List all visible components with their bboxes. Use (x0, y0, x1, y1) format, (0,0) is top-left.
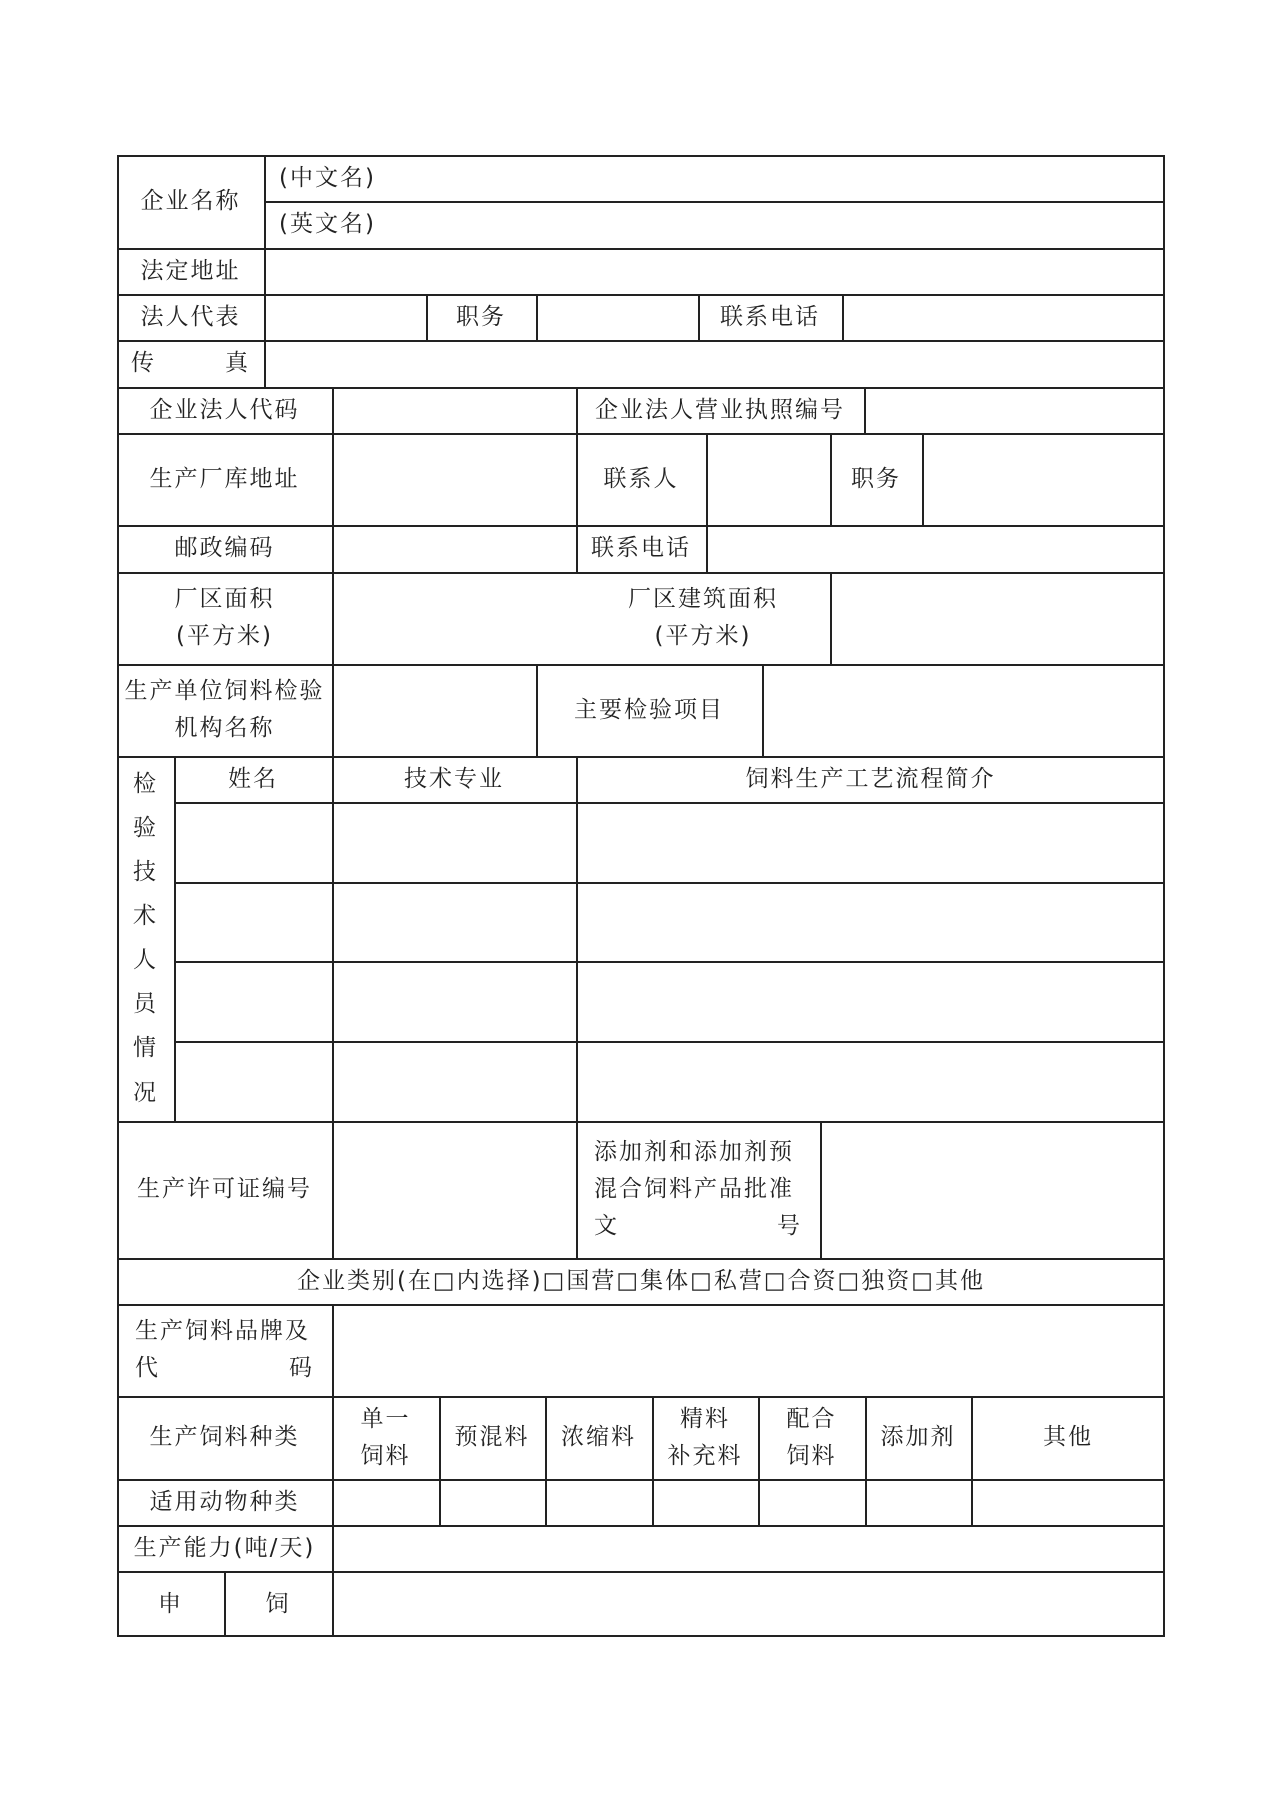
type-compound-line1: 配合 (786, 1405, 837, 1432)
staff-char: 情 (133, 1035, 158, 1062)
label-brand-2b: 码 (289, 1355, 314, 1381)
label-legal-address: 法定地址 (140, 257, 241, 284)
header-process-intro: 饲料生产工艺流程简介 (745, 765, 996, 792)
label-company-name: 企业名称 (140, 188, 241, 215)
row-divider (117, 248, 1165, 250)
label-approval-line1: 添加剂和添加剂预 (594, 1139, 794, 1166)
label-staff-vertical (117, 756, 174, 1121)
label-lab-name (117, 664, 332, 756)
type-single-line2: 饲料 (360, 1442, 411, 1469)
label-corp-code: 企业法人代码 (149, 396, 300, 423)
type-other: 其他 (1043, 1424, 1093, 1451)
label-en-name: (英文名) (279, 211, 376, 238)
col-divider (576, 756, 578, 1121)
row-divider (174, 802, 1165, 804)
label-contact: 联系人 (603, 465, 679, 492)
type-compound (758, 1396, 865, 1479)
label-permit-no: 生产许可证编号 (137, 1176, 312, 1203)
type-additive: 添加剂 (880, 1424, 956, 1451)
col-divider (332, 756, 334, 1121)
label-feed-types: 生产饲料种类 (149, 1424, 300, 1451)
type-single-line1: 单一 (360, 1405, 411, 1432)
staff-char: 员 (133, 991, 158, 1018)
col-divider (332, 1304, 334, 1396)
type-fine (652, 1396, 758, 1479)
label-area-line2: (平方米) (176, 623, 273, 649)
label-phone: 联系电话 (720, 303, 820, 330)
label-brand-line2 (135, 1350, 314, 1387)
label-approval-line2: 混合饲料产品批准 (594, 1176, 794, 1203)
row-divider (117, 340, 1165, 342)
label-approval-3b: 号 (777, 1212, 802, 1239)
label-build-area-line1: 厂区建筑面积 (628, 586, 778, 613)
header-staff-major: 技术专业 (404, 765, 504, 792)
staff-char: 人 (133, 947, 158, 974)
label-position-2: 职务 (851, 465, 901, 492)
label-build-area (576, 572, 830, 664)
label-position: 职务 (456, 303, 506, 330)
header-staff-name: 姓名 (228, 765, 278, 792)
row-divider (174, 1041, 1165, 1043)
type-compound-line2: 饲料 (786, 1442, 837, 1469)
label-cn-name: (中文名) (279, 164, 376, 191)
label-area-line1: 厂区面积 (174, 586, 275, 613)
label-fax (117, 340, 264, 387)
label-brand-line1: 生产饲料品牌及 (135, 1318, 310, 1345)
staff-char: 况 (133, 1079, 158, 1106)
type-fine-line2: 补充料 (667, 1442, 743, 1469)
row-divider (117, 294, 1165, 296)
col-divider (820, 1121, 822, 1258)
label-company-category: 企业类别(在□内选择)□国营□集体□私营□合资□独资□其他 (296, 1267, 986, 1294)
col-divider (332, 387, 334, 756)
label-animals: 适用动物种类 (149, 1488, 300, 1515)
col-divider (332, 1121, 334, 1258)
label-area (117, 572, 332, 664)
col-divider (174, 756, 176, 1121)
label-fax-2: 真 (225, 350, 250, 377)
label-fax-1: 传 (131, 350, 156, 377)
col-divider (332, 1571, 334, 1637)
label-brand (117, 1304, 332, 1396)
staff-char: 验 (133, 814, 158, 841)
label-approval-3a: 文 (594, 1212, 619, 1239)
col-divider (864, 387, 866, 433)
type-concentrate: 浓缩料 (561, 1424, 636, 1451)
label-approval-line3 (594, 1208, 802, 1245)
col-divider (830, 572, 832, 664)
type-premix: 预混料 (454, 1424, 530, 1451)
label-main-items: 主要检验项目 (574, 696, 724, 723)
col-divider (842, 294, 844, 340)
label-postcode: 邮政编码 (174, 535, 275, 562)
col-divider (922, 433, 924, 525)
label-lab-name-line1: 生产单位饲料检验 (124, 678, 325, 705)
col-divider (706, 433, 708, 572)
staff-char: 术 (133, 903, 158, 930)
type-single (332, 1396, 439, 1479)
label-legal-rep: 法人代表 (140, 303, 241, 330)
label-build-area-line2: (平方米) (654, 623, 752, 649)
label-capacity: 生产能力(吨/天) (133, 1534, 316, 1561)
type-fine-line1: 精料 (680, 1405, 730, 1432)
label-apply-2: 饲 (265, 1590, 291, 1617)
row-divider (174, 882, 1165, 884)
label-lab-name-line2: 机构名称 (174, 715, 275, 741)
label-license-no: 企业法人营业执照编号 (595, 396, 845, 423)
label-phone-2: 联系电话 (591, 535, 691, 562)
label-factory-address: 生产厂库地址 (149, 465, 300, 492)
col-divider (536, 294, 538, 340)
label-approval (576, 1121, 820, 1258)
label-apply-1: 申 (158, 1590, 183, 1617)
staff-char: 检 (133, 770, 158, 797)
label-brand-2a: 代 (135, 1355, 160, 1381)
row-divider (174, 961, 1165, 963)
col-divider (762, 664, 764, 756)
staff-char: 技 (133, 858, 158, 885)
